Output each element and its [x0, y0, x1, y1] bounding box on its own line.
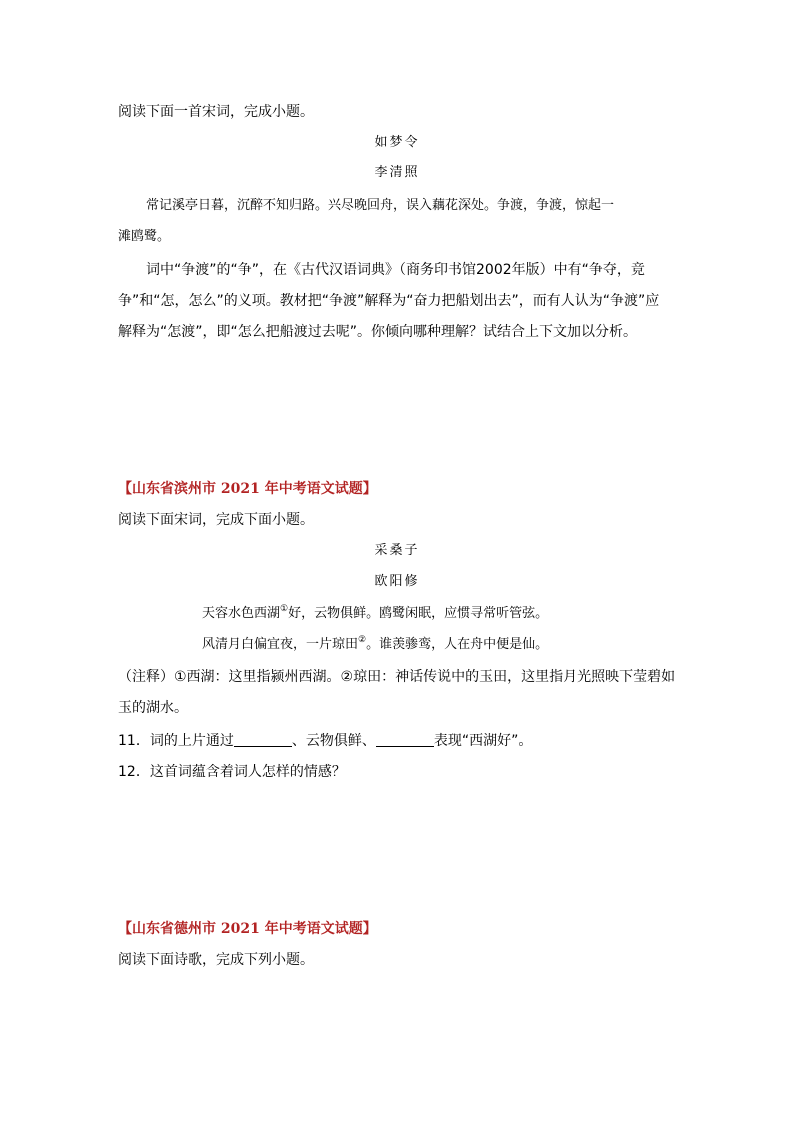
section3-intro: 阅读下面诗歌，完成下列小题。 — [118, 952, 314, 968]
question-11-middle: 、云物俱鲜、 — [291, 733, 376, 749]
poem2-line2-start: 风清月白偏宜夜，一片琼田 — [202, 637, 359, 652]
question1-line2: 争”和“怎，怎么”的义项。教材把“争渡”解释为“奋力把船划出去”，而有人认为“争渡”应 — [118, 293, 660, 309]
note-marker-2: ② — [358, 635, 367, 645]
section2-source: 【山东省滨州市 2021 年中考语文试题】 — [118, 481, 377, 497]
question-11 — [118, 732, 532, 750]
poem1-line1: 常记溪亭日暮，沉醉不知归路。兴尽晚回舟，误入藕花深处。争渡，争渡，惊起一 — [146, 198, 615, 213]
poem2-line1-end: 好，云物俱鲜。鸥鹭闲眠，应惯寻常听管弦。 — [288, 606, 549, 621]
section1-intro: 阅读下面一首宋词，完成小题。 — [118, 104, 314, 120]
question-11-end: 表现“西湖好”。 — [433, 733, 533, 749]
poem2-author: 欧阳修 — [374, 574, 420, 589]
notes-line2: 玉的湖水。 — [118, 700, 188, 716]
question-12: 12．这首词蕴含着词人怎样的情感？ — [118, 764, 346, 780]
section2-intro: 阅读下面宋词，完成下面小题。 — [118, 512, 314, 528]
question-11-start: 11．词的上片通过 — [118, 733, 234, 749]
poem1-line2: 滩鸥鹭。 — [118, 229, 171, 244]
poem2-line2-end: 。谁羡骖鸾，人在舟中便是仙。 — [366, 637, 549, 652]
poem2-line1 — [202, 605, 548, 623]
notes-line1: （注释）①西湖：这里指颍州西湖。②琼田：神话传说中的玉田，这里指月光照映下莹碧如 — [118, 669, 676, 685]
section3-source: 【山东省德州市 2021 年中考语文试题】 — [118, 921, 377, 937]
poem1-author: 李清照 — [374, 165, 420, 180]
note-marker-1: ① — [280, 604, 289, 614]
question1-line3: 解释为“怎渡”，即“怎么把船渡过去呢”。你倾向哪种理解？试结合上下文加以分析。 — [118, 324, 638, 340]
question1-line1: 词中“争渡”的“争”，在《古代汉语词典》（商务印书馆2002年版）中有“争夺，竞 — [146, 262, 645, 278]
poem2-line2 — [202, 636, 548, 654]
poem2-title: 采桑子 — [374, 543, 420, 558]
poem1-title: 如梦令 — [374, 135, 420, 150]
poem2-line1-start: 天容水色西湖 — [202, 606, 281, 621]
answer-blank-1[interactable] — [234, 734, 292, 747]
answer-blank-2[interactable] — [376, 734, 434, 747]
